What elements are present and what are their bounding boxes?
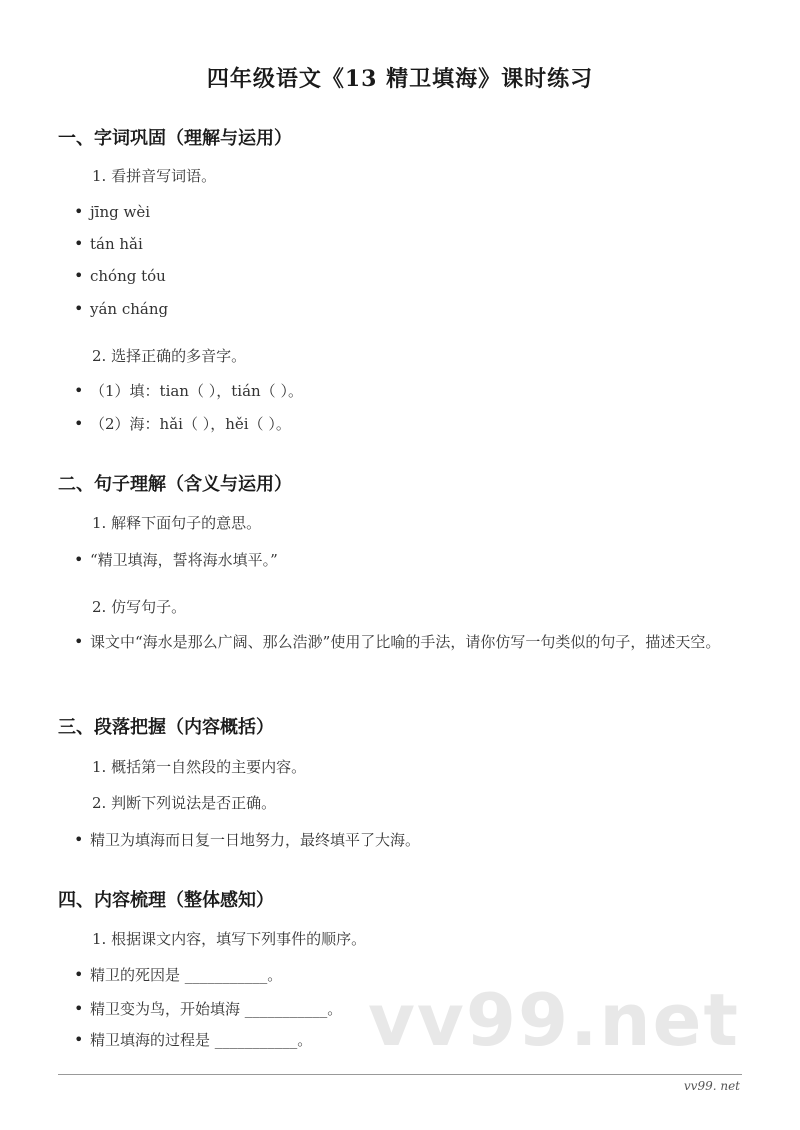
bullet-icon: • (74, 550, 84, 569)
section-4-heading: 四、内容梳理（整体感知） (58, 890, 274, 911)
section-1-heading: 一、字词巩固（理解与运用） (58, 128, 292, 149)
list-item: • chóng tóu (74, 263, 754, 289)
list-item: • 精卫为填海而日复一日地努力，最终填平了大海。 (74, 827, 754, 853)
footer-text: vv99. net (683, 1079, 740, 1093)
bullet-icon: • (74, 830, 84, 849)
list-item: • （2）海：hǎi（ ），hěi（ ）。 (74, 411, 754, 437)
section-2-heading: 二、句子理解（含义与运用） (58, 474, 292, 495)
section-1-question-1: 1. 看拼音写词语。 (92, 167, 217, 185)
footer-divider (58, 1074, 742, 1075)
list-item: • 精卫变为鸟，开始填海 ___________。 (74, 996, 754, 1022)
section-3-question-1: 1. 概括第一自然段的主要内容。 (92, 758, 307, 776)
bullet-icon: • (74, 202, 84, 221)
section-2-question-1: 1. 解释下面句子的意思。 (92, 514, 262, 532)
list-item: • 课文中“海水是那么广阔、那么浩渺”使用了比喻的手法，请你仿写一句类似的句子，描述天空。 (74, 629, 754, 655)
section-4-question-1: 1. 根据课文内容，填写下列事件的顺序。 (92, 930, 367, 948)
bullet-icon: • (74, 381, 84, 400)
list-item: • tán hǎi (74, 231, 754, 257)
section-1-question-2: 2. 选择正确的多音字。 (92, 347, 247, 365)
watermark: vv99.net (368, 978, 740, 1062)
bullet-icon: • (74, 414, 84, 433)
bullet-icon: • (74, 965, 84, 984)
bullet-icon: • (74, 1030, 84, 1049)
bullet-icon: • (74, 266, 84, 285)
section-3-heading: 三、段落把握（内容概括） (58, 717, 274, 738)
bullet-icon: • (74, 632, 84, 651)
list-item: • 精卫的死因是 ___________。 (74, 962, 754, 988)
page-title: 四年级语文《13 精卫填海》课时练习 (206, 66, 594, 92)
list-item: • （1）填：tian（ ），tián（ ）。 (74, 378, 754, 404)
list-item: • yán cháng (74, 296, 754, 322)
bullet-icon: • (74, 999, 84, 1018)
section-2-question-2: 2. 仿写句子。 (92, 598, 187, 616)
list-item: • 精卫填海的过程是 ___________。 (74, 1027, 754, 1053)
list-item: • jīng wèi (74, 199, 754, 225)
bullet-icon: • (74, 299, 84, 318)
section-3-question-2: 2. 判断下列说法是否正确。 (92, 794, 277, 812)
bullet-icon: • (74, 234, 84, 253)
list-item: • “精卫填海，誓将海水填平。” (74, 547, 754, 573)
